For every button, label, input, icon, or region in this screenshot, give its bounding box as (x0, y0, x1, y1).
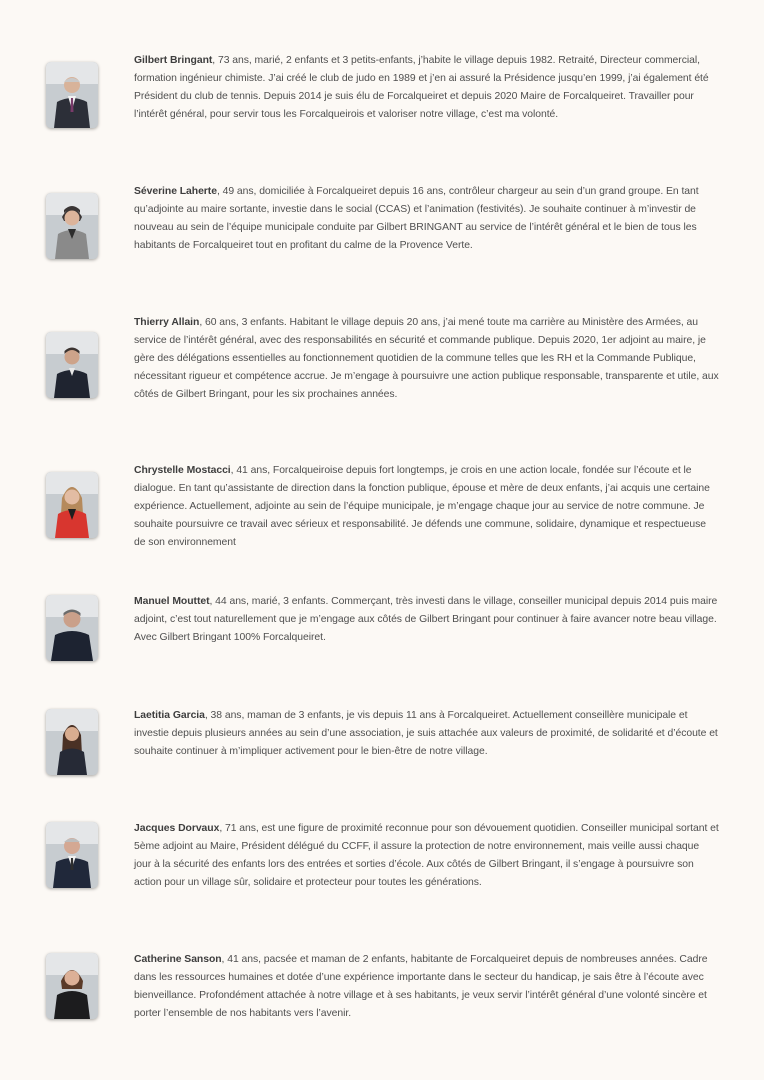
candidate-bio: , 60 ans, 3 enfants. Habitant le village depuis 20 ans, j’ai mené toute ma carrière au Ministère des Armées, au service de l’intérêt général, avec des responsabilités en sécurité et commande publique. Depuis 2020, 1er adjoint au maire, je gère des délégations essentielles au fonctionnement quotidien de la commune telles que les RH et la Commande Publique, nécessitant rigueur et compétence accrue. Je m’engage à poursuivre une action publique responsable, transparente et utile, aux côtés de Gilbert Bringant, pour les six prochaines années. (134, 317, 719, 401)
candidate-bio: , 41 ans, pacsée et maman de 2 enfants, habitante de Forcalqueiret depuis de nombreuses années. Cadre dans les ressources humaines et dotée d’une expérience importante dans le secteur du handicap, je sais être à l’écoute avec bienveillance. Profondément attachée à notre village et à ses habitants, je veux servir l’intérêt général d’une volonté sincère et porter l’ensemble de nos habitants vers l’avenir. (134, 954, 708, 1020)
candidate-bio: , 49 ans, domiciliée à Forcalqueiret depuis 16 ans, contrôleur chargeur au sein d’un grand groupe. En tant qu’adjointe au maire sortante, investie dans le social (CCAS) et l’animation (festivités). Je souhaite continuer à m’investir de nouveau au sein de l’équipe municipale conduite par Gilbert BRINGANT au service de l’intérêt général et le bien de tous les habitants de Forcalqueiret tout en profitant du calme de la Provence Verte. (134, 186, 699, 252)
candidate-name: Chrystelle Mostacci (134, 465, 231, 476)
candidate-photo (46, 193, 98, 259)
candidate-bio: , 73 ans, marié, 2 enfants et 3 petits-enfants, j’habite le village depuis 1982. Retraité, Directeur commercial, formation ingénieur chimiste. J’ai créé le club de judo en 1989 et j’en ai assuré la Présidence jusqu’en 1999, j’ai également été Président du club de tennis. Depuis 2014 je suis élu de Forcalqueiret et depuis 2020 Maire de Forcalqueiret. Travailler pour l’intérêt général, pour servir tous les Forcalqueirois et valoriser notre village, c’est ma volonté. (134, 55, 709, 121)
candidate-name: Catherine Sanson (134, 954, 222, 965)
candidate-name: Laetitia Garcia (134, 710, 205, 721)
candidate-name: Manuel Mouttet (134, 596, 210, 607)
candidate-name: Thierry Allain (134, 317, 200, 328)
candidate-bio: , 38 ans, maman de 3 enfants, je vis depuis 11 ans à Forcalqueiret. Actuellement conseillère municipale et investie depuis plusieurs années au sein d’une association, je suis attachée aux valeurs de proximité, de solidarité et d’écoute et souhaite continuer à m’impliquer activement pour le bien-être de notre village. (134, 710, 718, 758)
candidate-photo (46, 709, 98, 775)
candidate-photo (46, 953, 98, 1019)
candidate-photo (46, 332, 98, 398)
candidate-bio: , 41 ans, Forcalqueiroise depuis fort longtemps, je crois en une action locale, fondée sur l’écoute et le dialogue. En tant qu’assistante de direction dans la fonction publique, épouse et mère de deux enfants, j’ai acquis une certaine expérience. Actuellement, adjointe au sein de l’équipe municipale, je m’engage chaque jour au service de notre commune. Je souhaite poursuivre ce travail avec sérieux et responsabilité. Je défends une commune, solidaire, dynamique et respectueuse de son environnement (134, 465, 710, 549)
candidate-name: Jacques Dorvaux (134, 823, 220, 834)
candidate-bio: , 44 ans, marié, 3 enfants. Commerçant, très investi dans le village, conseiller municipal depuis 2014 puis maire adjoint, c’est tout naturellement que je m’engage aux côtés de Gilbert Bringant pour continuer à faire avancer notre beau village. Avec Gilbert Bringant 100% Forcalqueiret. (134, 596, 718, 644)
candidate-photo (46, 595, 98, 661)
candidate-bio: , 71 ans, est une figure de proximité reconnue pour son dévouement quotidien. Conseiller municipal sortant et 5ème adjoint au Maire, Président délégué du CCFF, il assure la protection de notre environnement, mais veille aussi chaque jour à la sécurité des enfants lors des entrées et sorties d’école. Aux côtés de Gilbert Bringant, il s’engage à poursuivre son action pour un village sûr, solidaire et protecteur pour toutes les générations. (134, 823, 719, 889)
candidate-photo (46, 822, 98, 888)
candidate-name: Gilbert Bringant (134, 55, 213, 66)
candidate-photo (46, 62, 98, 128)
candidate-photo (46, 472, 98, 538)
candidate-name: Séverine Laherte (134, 186, 217, 197)
